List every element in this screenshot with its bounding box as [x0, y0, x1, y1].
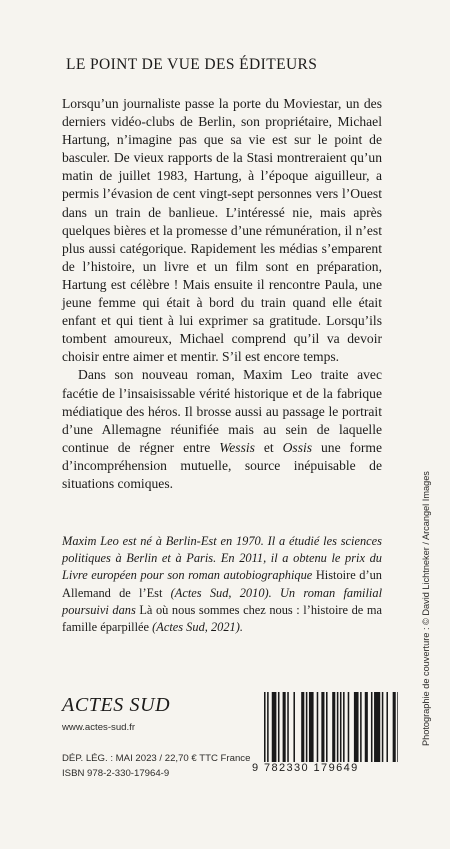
photo-credit: Photographie de couverture : © David Lichtneker / Arcangel Images	[421, 471, 431, 746]
barcode-bar	[371, 692, 373, 762]
barcode-bar	[332, 692, 335, 762]
barcode-bar	[283, 692, 286, 762]
barcode-bar	[267, 692, 269, 768]
barcode-bar	[397, 692, 398, 762]
barcode-bar	[301, 692, 304, 762]
synopsis-paragraph-1: Lorsqu’un journaliste passe la porte du Moviestar, un des derniers vidéo-clubs de Berlin, son propriétaire, Michael Hartung, n’imagine pas que sa vie est sur le point de basculer. De vieux rapports de la Stasi montreraient qu’un matin de juillet 1983, Hartung, à l’époque aiguilleur, a permis l’évasion de cent vingt-sept personnes vers l’Ouest dans un train de banlieue. L’intéressé nie, mais après quelques bières et la promesse d’une rémunération, il n’est plus aussi catégorique. Rapidement les médias s’emparent de l’histoire, un livre et un film sont en préparation, Hartung est célèbre ! Mais ensuite il rencontre Paula, une jeune femme qui était à bord du train quand elle était enfant et qui tient à lui exprimer sa gratitude. Lorsqu’ils tombent amoureux, Michael comprend qu’il va devoir choisir entre aimer et mentir. S’il est encore temps.	[62, 96, 382, 365]
author-bio: Maxim Leo est né à Berlin-Est en 1970. Il a étudié les sciences politiques à Berlin et à Paris. En 2011, il a obtenu le prix du Livre européen pour son roman autobiographique Histoire d’un Allemand de l’Est (Actes Sud, 2010). Un roman familial poursuivi dans Là où nous sommes chez nous : l’histoire de ma famille éparpillée (Actes Sud, 2021).	[62, 534, 383, 635]
publisher-logo: ACTES SUD	[62, 694, 171, 716]
barcode-bars	[252, 692, 398, 770]
publisher-website[interactable]: www.actes-sud.fr	[62, 722, 136, 733]
legal-info	[62, 751, 250, 781]
barcode-bar	[343, 692, 345, 762]
barcode-bar	[348, 692, 350, 762]
isbn: ISBN 978-2-330-17964-9	[62, 768, 170, 779]
term-wessis: Wessis	[219, 439, 255, 455]
synopsis	[62, 95, 382, 493]
book-title-2: Là où nous sommes chez nous : l’histoire de ma famille éparpillée	[62, 602, 382, 635]
barcode-bar	[365, 692, 368, 762]
legal-deposit: DÉP. LÉG. : MAI 2023 / 22,70 € TTC France	[62, 753, 251, 764]
barcode-bar	[326, 692, 328, 762]
barcode-bar	[337, 692, 339, 768]
barcode-bar	[264, 692, 266, 768]
barcode-digits: 9 782330 179649	[252, 762, 398, 774]
barcode-bar	[272, 692, 277, 762]
barcode-bar	[393, 692, 396, 762]
term-ossis: Ossis	[282, 439, 313, 455]
barcode-bar	[278, 692, 280, 762]
barcode-bar	[374, 692, 380, 762]
synopsis-paragraph-2: Dans son nouveau roman, Maxim Leo traite avec facétie de l’insaisissable vérité historique et de la fabrique médiatique des héros. Il brosse aussi au passage le portrait d’une Allemagne réunifiée mais au sein de laquelle continue de régner entre Wessis et Ossis une forme d’incompréhension mutuelle, source inépuisable de situations comiques.	[62, 367, 382, 491]
barcode-bar	[321, 692, 324, 762]
barcode-bar	[287, 692, 289, 762]
barcode-bar	[309, 692, 314, 762]
barcode-bar	[360, 692, 362, 762]
section-heading: LE POINT DE VUE DES ÉDITEURS	[66, 56, 318, 73]
barcode-bar	[386, 692, 388, 762]
barcode-bar	[293, 692, 295, 762]
barcode-bar	[306, 692, 308, 762]
barcode-bar	[317, 692, 319, 762]
book-title-1: Histoire d’un Allemand de l’Est	[62, 568, 382, 600]
barcode-bar	[382, 692, 384, 762]
barcode-bar	[340, 692, 342, 768]
barcode	[252, 692, 398, 778]
barcode-bar	[354, 692, 359, 762]
